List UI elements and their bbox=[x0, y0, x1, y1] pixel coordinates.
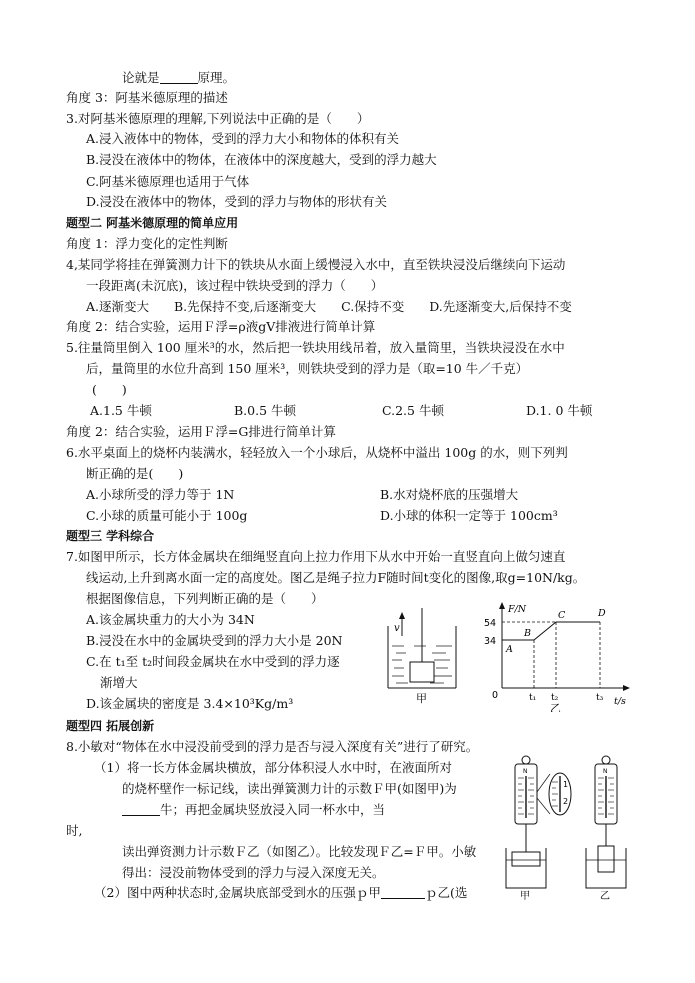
y-tick-54: 54 bbox=[484, 618, 497, 629]
option-a: A.浸入液体中的物体，受到的浮力大小和物体的体积有关 bbox=[86, 131, 400, 146]
question-7-cont2: 根据图像信息，下列判断正确的是（ ） bbox=[86, 591, 324, 606]
option-d: D.1. 0 牛顿 bbox=[526, 403, 593, 418]
option-c: C.阿基米德原理也适用于气体 bbox=[86, 174, 250, 189]
question-7-cont: 线运动,上升到离水面一定的高度处。图乙是绳子拉力F随时间t变化的图像,取g=10N/kg。 bbox=[86, 570, 586, 585]
option-d: D.小球的体积一定等于 100cm³ bbox=[380, 508, 558, 523]
option-d: D.浸没在液体中的物体，受到的浮力与物体的形状有关 bbox=[86, 194, 388, 209]
angle-heading: 角度 1：浮力变化的定性判断 bbox=[66, 236, 228, 251]
option-b: B.浸没在水中的金属块受到的浮力大小是 20N bbox=[86, 633, 343, 648]
option-a: A.该金属块重力的大小为 34N bbox=[86, 612, 255, 627]
figure-label-jia: 甲 bbox=[416, 692, 427, 705]
option-a: A.1.5 牛顿 bbox=[90, 403, 152, 418]
scale-unit-label: N bbox=[523, 768, 528, 775]
point-c-label: C bbox=[558, 610, 566, 621]
question-8-part1-e: 读出弹资测力计示数Ｆ乙（如图乙）。比较发现Ｆ乙=Ｆ甲。小敏 bbox=[122, 844, 477, 859]
question-8-part1-f: 得出：浸没前物体受到的浮力与浸入深度无关。 bbox=[122, 865, 385, 880]
question-4: 4,某同学将挂在弹簧测力计下的铁块从水面上缓慢浸入水中，直至铁块浸没后继续向下运动 bbox=[66, 257, 566, 272]
magnifier-mark-2: 2 bbox=[563, 797, 569, 806]
angle-heading: 角度 2：结合实验，运用Ｆ浮=ρ液gV排液进行简单计算 bbox=[66, 319, 376, 334]
question-5-cont: 后，量筒里的水位升高到 150 厘米³，则铁块受到的浮力是（取=10 牛／千克） bbox=[86, 361, 529, 376]
question-5: 5.往量筒里倒入 100 厘米³的水，然后把一铁块用线吊着，放入量筒里，当铁块浸没在水中 bbox=[66, 340, 565, 355]
answer-blank[interactable] bbox=[122, 803, 160, 816]
question-4-options: A.逐渐变大 B.先保持不变,后逐渐变大 C.保持不变 D.先逐渐变大,后保持不变 bbox=[86, 299, 572, 314]
type-heading: 题型三 学科综合 bbox=[66, 529, 155, 543]
question-8-part1-c: 牛；再把金属块竖放浸入同一杯水中，当 bbox=[122, 802, 385, 818]
magnifier-mark-1: 1 bbox=[563, 780, 569, 789]
question-6-cont: 断正确的是( ) bbox=[86, 466, 184, 481]
t1-label: t₁ bbox=[529, 693, 537, 703]
figure-spring-scales bbox=[500, 752, 650, 900]
answer-blank[interactable] bbox=[160, 71, 198, 84]
point-b-label: B bbox=[524, 628, 531, 639]
spring-scale-jia bbox=[506, 756, 546, 900]
question-8-part2: （2）图中两种状态时,金属块底部受到水的压强ｐ甲 ｐ乙(选 bbox=[94, 885, 468, 900]
option-b: B.浸没在液体中的物体，在液体中的深度越大，受到的浮力越大 bbox=[86, 152, 437, 167]
question-8-part1-d: 时, bbox=[66, 823, 83, 838]
y-axis-label: F/N bbox=[508, 604, 527, 615]
question-8: 8.小敏对“物体在水中浸没前受到的浮力是否与浸入深度有关”进行了研究。 bbox=[66, 739, 479, 754]
angle-heading: 角度 2：结合实验，运用Ｆ浮=G排进行简单计算 bbox=[66, 424, 336, 439]
point-d-label: D bbox=[598, 608, 606, 619]
type-heading: 题型四 拓展创新 bbox=[66, 719, 155, 733]
answer-blank[interactable] bbox=[381, 886, 425, 899]
option-c: C.在 t₁至 t₂时间段金属块在水中受到的浮力逐 bbox=[86, 654, 340, 669]
figure-yi-graph bbox=[478, 600, 648, 712]
t3-label: t₃ bbox=[596, 693, 604, 703]
figure-label-jia: 甲 bbox=[520, 891, 530, 900]
t2-label: t₂ bbox=[551, 693, 559, 703]
scale-unit-label: N bbox=[603, 768, 608, 775]
figure-label-yi: 乙 bbox=[550, 702, 561, 712]
type-heading: 题型二 阿基米德原理的简单应用 bbox=[66, 216, 239, 230]
question-8-part1: （1）将一长方体金属块横放，部分体积浸人水中时，在液面所对 bbox=[94, 760, 452, 775]
figure-label-yi: 乙 bbox=[600, 891, 610, 900]
option-d: D.该金属块的密度是 3.4×10³Kg/m³ bbox=[86, 696, 294, 711]
option-c: C.小球的质量可能小于 100g bbox=[86, 508, 248, 523]
question-7: 7.如图甲所示，长方体金属块在细绳竖直向上拉力作用下从水中开始一直竖直向上做匀速直 bbox=[66, 549, 566, 564]
velocity-label: v bbox=[394, 623, 400, 634]
question-3: 3.对阿基米德原理的理解,下列说法中正确的是（ ） bbox=[66, 111, 370, 126]
option-c: C.2.5 牛顿 bbox=[382, 403, 444, 418]
x-axis-label: t/s bbox=[614, 696, 626, 707]
option-a: A.小球所受的浮力等于 1N bbox=[86, 487, 235, 502]
question-5-paren: ( ) bbox=[92, 382, 127, 397]
y-tick-34: 34 bbox=[484, 636, 497, 647]
question-4-cont: 一段距离(未沉底)，该过程中铁块受到的浮力（ ） bbox=[86, 278, 384, 293]
option-b: B.水对烧杯底的压强增大 bbox=[380, 487, 519, 502]
option-b: B.0.5 牛顿 bbox=[234, 403, 297, 418]
angle-heading: 角度 3：阿基米德原理的描述 bbox=[66, 90, 228, 105]
text-line: 论就是 原理。 bbox=[122, 70, 236, 85]
magnifier-detail bbox=[537, 773, 571, 815]
question-6: 6.水平桌面上的烧杯内装满水，轻轻放入一个小球后，从烧杯中溢出 100g 的水，则下列判 bbox=[66, 445, 568, 460]
figure-jia bbox=[374, 606, 466, 706]
point-a-label: A bbox=[506, 644, 513, 655]
spring-scale-yi bbox=[586, 756, 626, 900]
question-8-part1-b: 的烧杯壁作一标记线，读出弹簧测力计的示数Ｆ甲(如图甲)为 bbox=[122, 781, 457, 796]
origin-label: 0 bbox=[492, 690, 499, 701]
option-c-cont: 渐增大 bbox=[100, 675, 138, 690]
